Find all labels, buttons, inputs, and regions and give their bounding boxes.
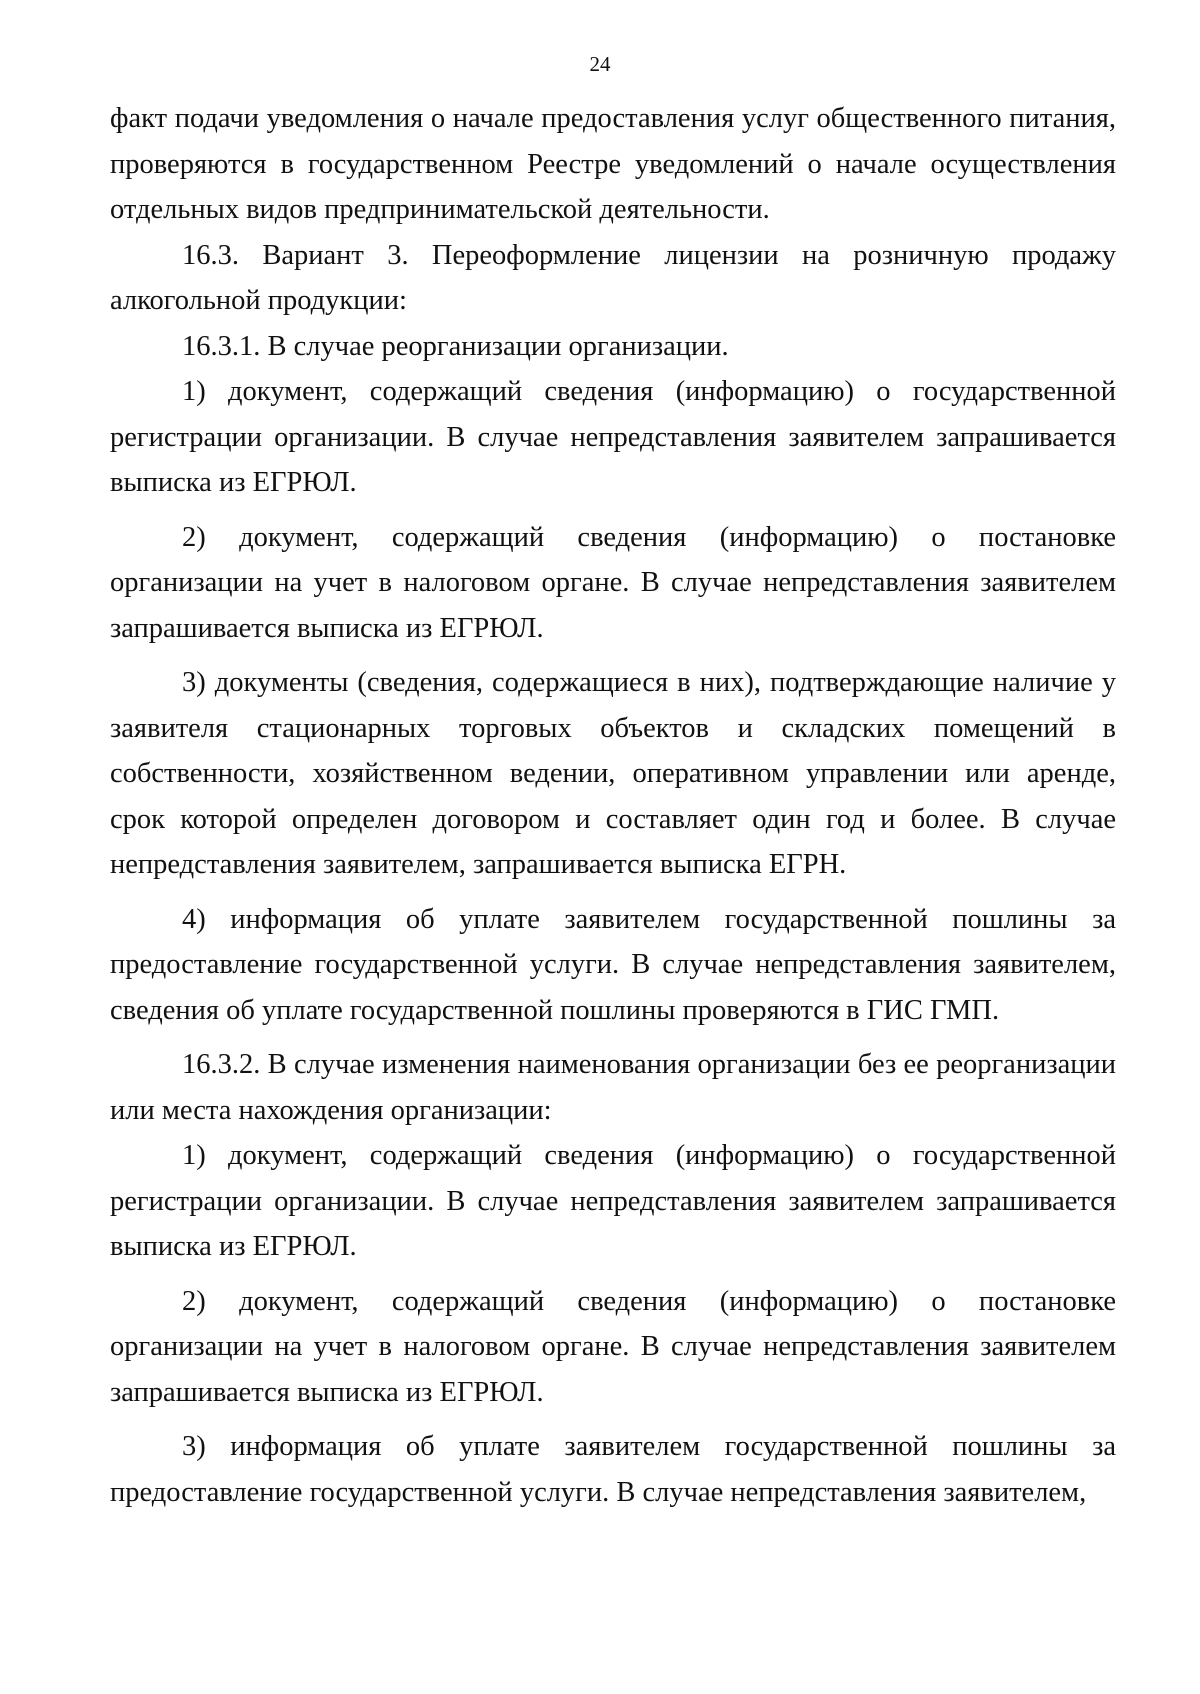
- page-number: 24: [589, 52, 611, 76]
- paragraph-continuation: факт подачи уведомления о начале предоставления услуг общественного питания, проверяются в государственном Реестре уведомлений о начале осуществления отдельных видов предпринимательской деятельности.: [110, 103, 1116, 225]
- list-item: 4) информация об уплате заявителем государственной пошлины за предоставление государственной услуги. В случае непредставления заявителем, сведения об уплате государственной пошлины проверяются в ГИС ГМП.: [110, 903, 1116, 1026]
- document-body: [110, 96, 1116, 1515]
- list-item: 3) информация об уплате заявителем государственной пошлины за предоставление государственной услуги. В случае непредставления заявителем,: [110, 1431, 1116, 1508]
- list-item: 2) документ, содержащий сведения (информацию) о постановке организации на учет в налоговом органе. В случае непредставления заявителем запрашивается выписка из ЕГРЮЛ.: [110, 521, 1116, 644]
- paragraph-section-16-3: 16.3. Вариант 3. Переоформление лицензии на розничную продажу алкогольной продукции:: [110, 239, 1116, 316]
- paragraph-section-16-3-2: 16.3.2. В случае изменения наименования организации без ее реорганизации или места нахождения организации:: [110, 1049, 1116, 1126]
- list-item: 2) документ, содержащий сведения (информацию) о постановке организации на учет в налоговом органе. В случае непредставления заявителем запрашивается выписка из ЕГРЮЛ.: [110, 1285, 1116, 1408]
- paragraph-section-16-3-1: 16.3.1. В случае реорганизации организации.: [182, 330, 729, 362]
- list-item: 1) документ, содержащий сведения (информацию) о государственной регистрации организации. В случае непредставления заявителем запрашивается выписка из ЕГРЮЛ.: [110, 376, 1116, 498]
- list-item: 3) документы (сведения, содержащиеся в них), подтверждающие наличие у заявителя стационарных торговых объектов и складских помещений в собственности, хозяйственном ведении, оперативном управлении или аренде, срок которой определен договором и составляет один год и более. В случае непредставления заявителем, запрашивается выписка ЕГРН.: [110, 667, 1116, 880]
- list-item: 1) документ, содержащий сведения (информацию) о государственной регистрации организации. В случае непредставления заявителем запрашивается выписка из ЕГРЮЛ.: [110, 1140, 1116, 1262]
